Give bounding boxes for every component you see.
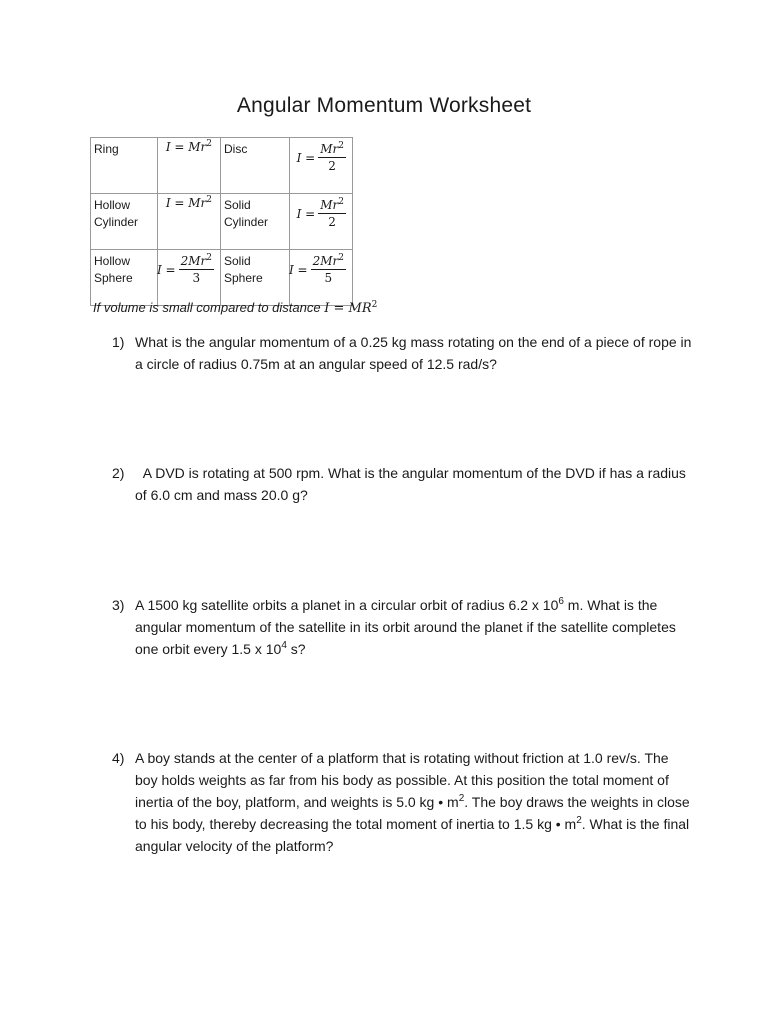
question-text-part: . The boy draws the weights in close to his body, thereby decreasing the total moment of inertia to 1.5 kg • m [135, 794, 690, 832]
formula-disc: I = $\frac{Mr^2}{2}$ [296, 141, 344, 173]
shape-name-cell: Solid Sphere [221, 250, 290, 306]
question-text-part: m. What is the angular momentum of the satellite in its orbit around the planet if the satellite completes one orbit every 1.5 x 10 [135, 597, 676, 657]
table-row [91, 250, 353, 306]
question-text: What is the angular momentum of a 0.25 kg mass rotating on the end of a piece of rope in a circle of radius 0.75m at an angular speed of 12.5 rad/s? [135, 334, 692, 372]
formula-ring: $I = Mr^2$ [165, 139, 212, 154]
question-text-part: A 1500 kg satellite orbits a planet in a circular orbit of radius 6.2 x 10 [135, 597, 559, 613]
formula-hollow-sphere: I = $\frac{2Mr^2}{3}$ [156, 253, 212, 285]
question-number: 2) [112, 465, 125, 481]
formula-cell [158, 194, 221, 250]
question-text-body: A DVD is rotating at 500 rpm. What is the angular momentum of the DVD if has a radius of 6.0 cm and mass 20.0 g? [135, 465, 686, 503]
formula-cell [158, 250, 221, 306]
formula-cell [290, 250, 353, 306]
formula-solid-sphere: I = $\frac{2Mr^2}{5}$ [288, 253, 344, 285]
question-text-part: s? [286, 641, 306, 657]
shape-name-cell: Solid Cylinder [221, 194, 290, 250]
question-text [135, 594, 692, 660]
note-text: If volume is small compared to distance [93, 300, 321, 315]
exponent: 2 [576, 815, 582, 826]
table-row [91, 138, 353, 194]
formula-cell [290, 138, 353, 194]
exponent: 4 [281, 640, 287, 651]
page-title: Angular Momentum Worksheet [236, 94, 532, 117]
formula-solid-cylinder: I = $\frac{Mr^2}{2}$ [296, 197, 344, 229]
shape-name-cell: Hollow Sphere [91, 250, 158, 306]
shape-name-cell: Hollow Cylinder [91, 194, 158, 250]
moment-of-inertia-table [90, 137, 353, 306]
formula-cell [158, 138, 221, 194]
question-number: 3) [112, 597, 125, 613]
question-text-part: A boy stands at the center of a platform that is rotating without friction at 1.0 rev/s. The boy holds weights as far from his body as possible. At this position the total moment of inertia of the boy, platform, and weights is 5.0 kg • m [135, 750, 669, 810]
question-1 [112, 331, 692, 375]
shape-name-cell: Ring [91, 138, 158, 194]
point-mass-note [93, 300, 377, 316]
question-4 [112, 747, 692, 857]
exponent: 2 [458, 793, 465, 804]
question-2 [112, 462, 692, 506]
table-row [91, 194, 353, 250]
question-text [135, 747, 692, 857]
question-number: 1) [112, 334, 125, 350]
question-number: 4) [112, 750, 125, 766]
shape-name-cell: Disc [221, 138, 290, 194]
question-text [135, 462, 692, 506]
note-formula: $I = MR^2$ [324, 300, 378, 316]
formula-hollow-cylinder: $I = Mr^2$ [165, 195, 212, 210]
formula-cell [290, 194, 353, 250]
question-text-part: . What is the final angular velocity of the platform? [135, 816, 690, 854]
exponent: 6 [558, 596, 564, 607]
question-3 [112, 594, 692, 660]
